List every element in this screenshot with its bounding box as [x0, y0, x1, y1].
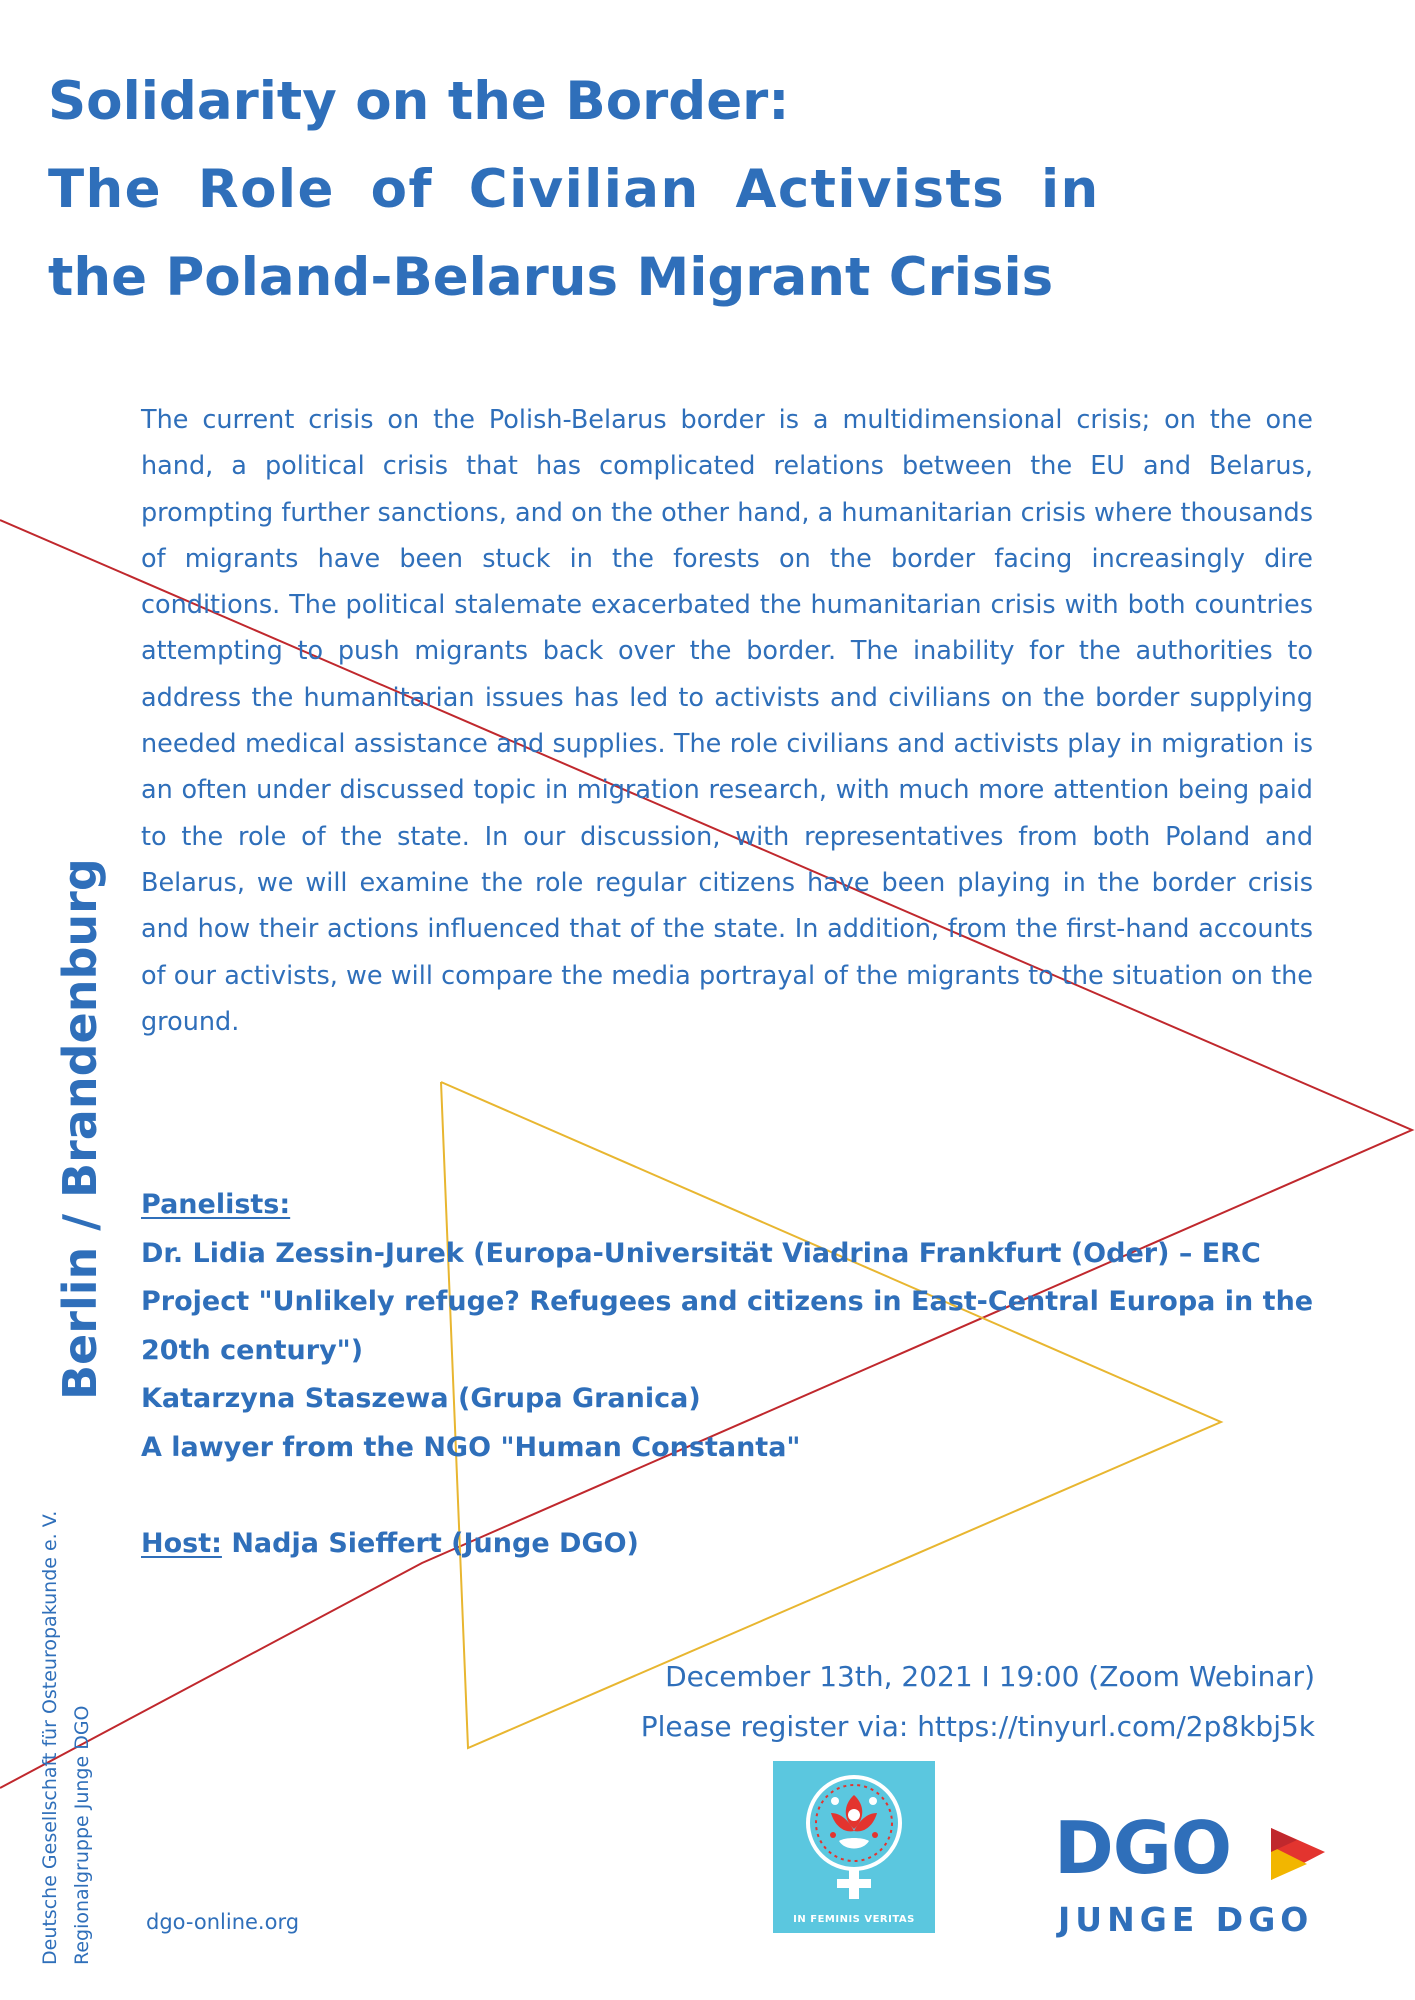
panelist-1: Dr. Lidia Zessin-Jurek (Europa-Universität Viadrina Frankfurt (Oder) – ERC Project "Unlikely refuge? Refugees and citizens in East-Central Europa in the 20th century")	[141, 1237, 1314, 1366]
dgo-flag-icon	[1267, 1822, 1327, 1884]
region-label: Berlin / Brandenburg	[53, 858, 107, 1400]
panelists-section	[141, 1181, 1321, 1569]
host-label: Host:	[141, 1528, 222, 1559]
title-line-2: The Role of Civilian Activists in	[48, 159, 1100, 220]
junge-dgo-logo	[1054, 1808, 1324, 1944]
feminis-caption: IN FEMINIS VERITAS	[793, 1914, 915, 1925]
panelist-2: Katarzyna Staszewa (Grupa Granica)	[141, 1383, 701, 1414]
host-name: Nadja Sieffert (Junge DGO)	[231, 1528, 639, 1559]
junge-dgo-text: JUNGE DGO	[1058, 1900, 1314, 1939]
dgo-wordmark: DGO	[1054, 1806, 1232, 1890]
organization-line-2: Regionalgruppe Junge DGO	[71, 1705, 93, 1965]
panelist-3: A lawyer from the NGO "Human Constanta"	[141, 1431, 801, 1463]
feminist-flower-icon	[773, 1761, 935, 1911]
event-date: December 13th, 2021 I 19:00 (Zoom Webinar)	[665, 1660, 1315, 1693]
page-title	[48, 58, 1378, 322]
spacer	[141, 1472, 1321, 1520]
organization-line-1: Deutsche Gesellschaft für Osteuropakunde e. V.	[39, 1510, 61, 1965]
event-info	[641, 1652, 1315, 1752]
website-link[interactable]: dgo-online.org	[146, 1910, 300, 1934]
title-line-1: Solidarity on the Border:	[48, 71, 790, 132]
in-feminis-veritas-logo	[773, 1761, 935, 1933]
event-description: The current crisis on the Polish-Belarus border is a multidimensional crisis; on the one hand, a political crisis that has complicated relations between the EU and Belarus, prompting further sanctions, and on the other hand, a humanitarian crisis where thousands of migrants have been stuck in the forests on the border facing increasingly dire conditions. The political stalemate exacerbated the humanitarian crisis with both countries attempting to push migrants back over the border. The inability for the authorities to address the humanitarian issues has led to activists and civilians on the border supplying needed medical assistance and supplies. The role civilians and activists play in migration is an often under discussed topic in migration research, with much more attention being paid to the role of the state. In our discussion, with representatives from both Poland and Belarus, we will examine the role regular citizens have been playing in the border crisis and how their actions influenced that of the state. In addition, from the first-hand accounts of our activists, we will compare the media portrayal of the migrants to the situation on the ground.	[141, 405, 1313, 1037]
host-line	[141, 1520, 1321, 1569]
register-link[interactable]: Please register via: https://tinyurl.com/2p8kbj5k	[640, 1710, 1315, 1743]
organization-label	[34, 1511, 98, 1965]
title-line-3: the Poland-Belarus Migrant Crisis	[48, 247, 1054, 308]
panelists-heading: Panelists:	[141, 1189, 291, 1220]
